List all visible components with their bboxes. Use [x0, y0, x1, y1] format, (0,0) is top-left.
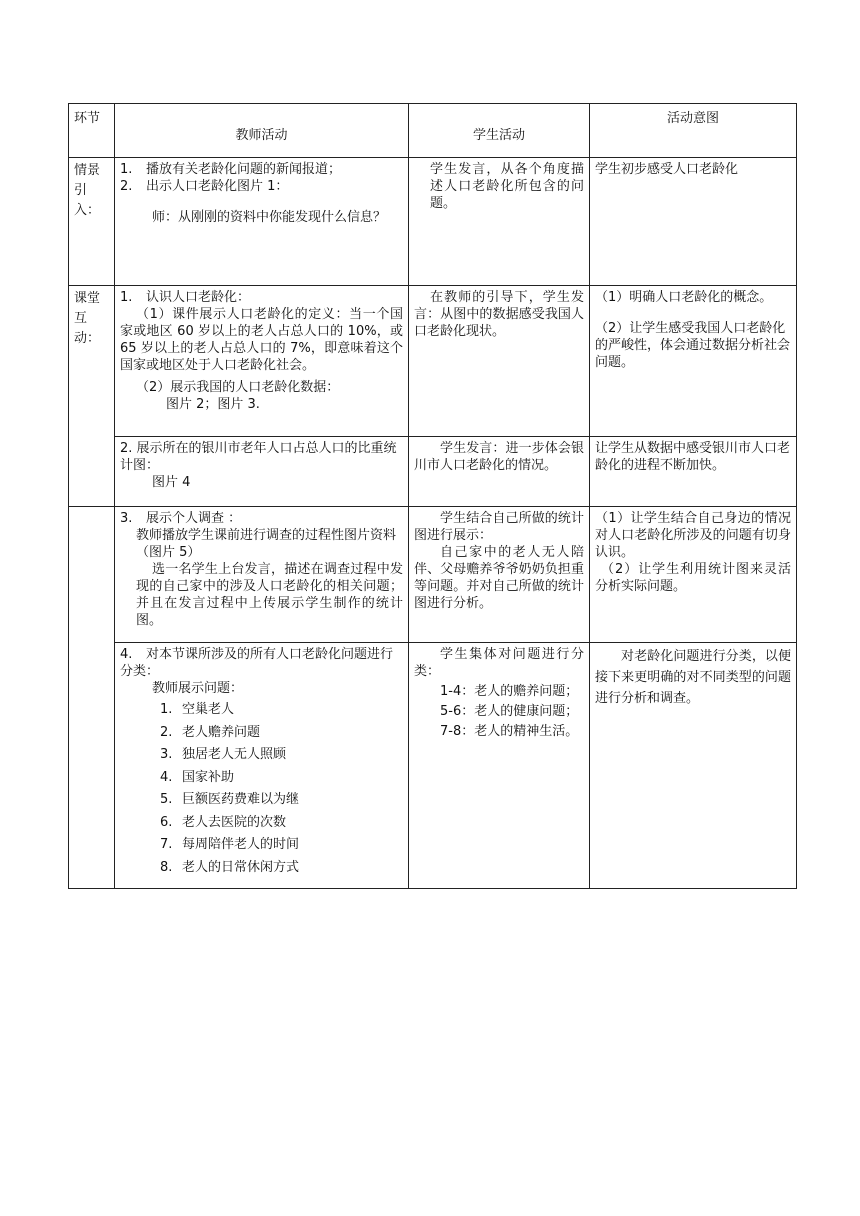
step-number: 4. — [120, 647, 133, 662]
intent-interact-1 — [590, 286, 797, 437]
row-classify — [69, 643, 797, 889]
student-interact-1 — [409, 286, 590, 437]
step-number: 2. — [120, 179, 133, 194]
intent-text: （2）让学生感受我国人口老龄化的严峻性，体会通过数据分析社会问题。 — [595, 321, 791, 370]
step-number: 1. — [120, 290, 133, 305]
header-teacher: 教师活动 — [115, 104, 409, 158]
list-item: 8. 老人的日常休闲方式 — [160, 859, 300, 875]
list-item: 4. 国家补助 — [160, 769, 235, 785]
intent-text: （1）让学生结合自己身边的情况对人口老龄化所涉及的问题有切身认识。 — [595, 511, 791, 560]
teacher-intro — [115, 158, 409, 286]
stage-intro: 情景引入： — [69, 158, 115, 286]
step-text: 播放有关老龄化问题的新闻报道； — [146, 162, 342, 177]
teacher-text: 教师展示问题： — [152, 681, 244, 696]
header-row — [69, 104, 797, 158]
header-student: 学生活动 — [409, 104, 590, 158]
definition-text: （1）课件展示人口老龄化的定义：当一个国家或地区 60 岁以上的老人占总人口的 10%，或 65 岁以上的老人占总人口的 7%，即意味着这个国家或地区处于人口老龄化社会。 — [120, 307, 403, 373]
step-number: 3. — [120, 511, 133, 526]
row-survey — [69, 507, 797, 643]
step-text: 出示人口老龄化图片 1： — [146, 179, 289, 194]
intent-text: 对老龄化问题进行分类，以便接下来更明确的对不同类型的问题进行分析和调查。 — [595, 649, 791, 706]
list-item: 3. 独居老人无人照顾 — [160, 747, 287, 762]
row-interact-1 — [69, 286, 797, 437]
intent-interact-2: 让学生从数据中感受银川市人口老龄化的进程不断加快。 — [590, 437, 797, 507]
list-item: 1. 空巢老人 — [160, 702, 235, 717]
problem-list — [120, 699, 403, 879]
stage-empty — [69, 507, 115, 889]
list-item: 5. 巨额医药费难以为继 — [160, 792, 300, 807]
student-text: 学生发言，从各个角度描述人口老龄化所包含的问题。 — [430, 162, 584, 211]
intent-survey — [590, 507, 797, 643]
picture-ref: 图片 2；图片 3. — [166, 397, 260, 412]
teacher-survey — [115, 507, 409, 643]
picture-ref: 图片 4 — [152, 475, 191, 490]
header-intent: 活动意图 — [590, 104, 797, 158]
teacher-text: 教师播放学生课前进行调查的过程性图片资料（图片 5） — [136, 528, 397, 560]
row-interact-2 — [69, 437, 797, 507]
intent-classify — [590, 643, 797, 889]
student-interact-2 — [409, 437, 590, 507]
data-text: （2）展示我国的人口老龄化数据： — [136, 380, 340, 395]
step-text: 展示个人调查 ： — [146, 511, 242, 526]
step-text: 对本节课所涉及的所有人口老龄化问题进行分类： — [120, 647, 394, 679]
intent-text: （2）让学生利用统计图来灵活分析实际问题。 — [595, 562, 791, 594]
student-text: 5-6：老人的健康问题； — [440, 704, 579, 719]
stage-interact: 课堂互动： — [69, 286, 115, 507]
list-item: 7. 每周陪伴老人的时间 — [160, 837, 300, 852]
student-text: 学生集体对问题进行分类： — [414, 647, 584, 679]
student-text: 学生结合自己所做的统计图进行展示： — [414, 511, 584, 543]
teacher-question: 师：从刚刚的资料中你能发现什么信息？ — [152, 210, 387, 225]
student-intro — [409, 158, 590, 286]
student-text: 在教师的引导下，学生发言：从图中的数据感受我国人口老龄化现状。 — [414, 290, 584, 339]
teacher-classify — [115, 643, 409, 889]
teacher-interact-2 — [115, 437, 409, 507]
student-text: 1-4：老人的赡养问题； — [440, 684, 579, 699]
step-text: 2. 展示所在的银川市老年人口占总人口的比重统计图： — [120, 441, 397, 473]
intent-intro: 学生初步感受人口老龄化 — [590, 158, 797, 286]
list-item: 6. 老人去医院的次数 — [160, 814, 287, 830]
student-text: 7-8：老人的精神生活。 — [440, 724, 579, 739]
header-stage: 环节 — [69, 104, 115, 158]
student-survey — [409, 507, 590, 643]
teacher-interact-1 — [115, 286, 409, 437]
step-number: 1. — [120, 162, 133, 177]
student-classify — [409, 643, 590, 889]
row-intro — [69, 158, 797, 286]
student-text: 自己家中的老人无人陪伴、父母赡养爷爷奶奶负担重等问题。并对自己所做的统计图进行分析。 — [414, 545, 584, 611]
lesson-plan-table — [68, 103, 797, 889]
student-text: 学生发言：进一步体会银川市人口老龄化的情况。 — [414, 441, 584, 473]
list-item: 2. 老人赡养问题 — [160, 724, 261, 740]
step-text: 认识人口老龄化： — [146, 290, 251, 305]
teacher-text: 选一名学生上台发言，描述在调查过程中发现的自己家中的涉及人口老龄化的相关问题；并且在发言过程中上传展示学生制作的统计图。 — [136, 562, 403, 628]
intent-text: （1）明确人口老龄化的概念。 — [595, 290, 773, 305]
